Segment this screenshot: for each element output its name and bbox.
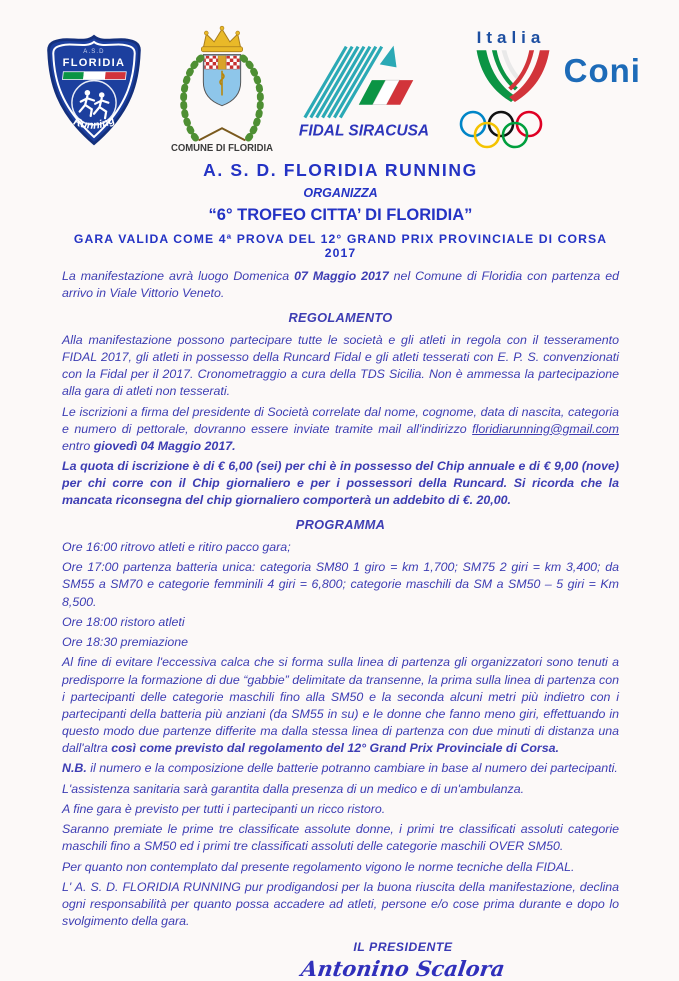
paragraph-medical: L'assistenza sanitaria sarà garantita dalla presenza di un medico e di un'ambulanza. [62,781,525,796]
floridia-running-logo [38,32,150,153]
crown-icon [202,26,243,52]
paragraph-regulation-2 [62,404,619,455]
organizes-label: ORGANIZZA [303,186,378,200]
schedule-item-1600: Ore 16:00 ritrovo atleti e ritiro pacco gara; [62,540,291,554]
president-label: IL PRESIDENTE [353,940,453,955]
schedule-item-1800: Ore 18:00 ristoro atleti [62,614,185,629]
document-body [62,268,619,930]
paragraph-refreshment: A fine gara è previsto per tutti i partecipanti un ricco ristoro. [62,801,386,816]
floridia-shield-icon [38,32,150,148]
regolamento-heading: REGOLAMENTO [288,310,393,326]
logos-row [38,24,641,152]
comune-floridia-logo [168,24,276,159]
fidal-caption: FIDAL SIRACUSA [298,122,429,140]
event-title: “6° TROFEO CITTA’ DI FLORIDIA” [208,206,473,224]
intro-text: La manifestazione avrà luogo Domenica [62,269,295,283]
header-block [62,160,619,260]
signature-block [283,940,523,981]
fidal-stripes-icon [295,34,433,146]
paragraph-awards: Saranno premiate le prime tre classificate assolute donne, i primi tre classificati assoluti categorie maschili fino a SM50 ed i primi tre classificati assoluti delle categorie maschili OVER SM50. [62,822,619,854]
badge-asd-text: A.S.D [83,48,105,55]
president-signature: Antonino Scalora [299,956,507,981]
fidal-siracusa-logo [295,34,433,151]
badge-flag-band-icon [62,72,126,80]
paragraph-disclaimer: L' A. S. D. FLORIDIA RUNNING pur prodigandosi per la buona riuscita della manifestazione, declina ogni responsabilità per quanto possa accadere ad atleti, persone e/o cose prima durante e dopo lo svolgimento della gara. [62,879,619,929]
badge-floridia-text: FLORIDIA [62,57,126,70]
paragraph-intro [62,268,619,302]
shield-icon [204,55,241,106]
cages-text: Al fine di evitare l'eccessiva calca che si forma sulla linea di partenza gli organizzatori sono tenuti a predisporre la formazione di due “gabbie” delimitate da transenne, la prima sulla linea di partenza con i partecipanti delle categorie maschili fino alla SM50 e la seconda alcuni metri più indietro con i partecipanti della batteria più anziani (da SM55 in su) e le donne che fanno meno giri, effettuando in questo modo due partenze differite ma dalla stessa linea di partenza con due minuti di distanza una dall'altra [62,655,619,755]
fidal-triangle-icon [379,46,396,68]
tricolor-ribbon-icon [467,49,559,107]
intro-text-end: nel Comune di Floridia con partenza ed arrivo in Viale Vittorio Veneto. [62,269,620,301]
registration-text: Le iscrizioni a firma del presidente di Società correlate dal nome, cognome, data di nascita, categoria e numero di pettorale, dovranno essere inviate tramite mail all'indirizzo [62,404,619,436]
organizer-title: A. S. D. FLORIDIA RUNNING [203,160,478,180]
paragraph-fidal-norms: Per quanto non contemplato dal presente regolamento vigono le norme tecniche della FIDAL. [62,859,575,874]
badge-running-text: Running [71,114,117,132]
coni-italia-text: Italia [476,28,546,47]
email-link[interactable]: floridiarunning@gmail.com [472,421,619,436]
event-date: 07 Maggio 2017 [294,269,389,283]
comune-crest-icon [168,24,276,154]
programma-heading: PROGRAMMA [295,517,386,533]
event-subtitle: GARA VALIDA COME 4ª PROVA DEL 12° GRAND PRIX PROVINCIALE DI CORSA 2017 [73,232,608,260]
nb-label: N.B. [62,761,87,776]
coni-logo [451,28,641,150]
nb-text: il numero e la composizione delle batterie potranno cambiare in base al numero dei partecipanti. [86,761,618,776]
fidal-flag-icon [358,80,413,105]
paragraph-regulation-1: Alla manifestazione possono partecipare tutte le società e gli atleti in regola con il tesseramento FIDAL 2017, gli atleti in possesso della Runcard Fidal e gli atleti tesserati con E. P. S. convenzionati con la Fidal per il 2017. Cronometraggio a cura della TDS Sicilia. Non è ammessa la partecipazione alla gara di atleti non tesserati. [62,332,619,399]
cages-rule-reference: così come previsto dal regolamento del 12° Grand Prix Provinciale di Corsa. [111,740,559,755]
paragraph-fees: La quota di iscrizione è di € 6,00 (sei) per chi è in possesso del Chip annuale e di € 9,00 (nove) per chi corre con il Chip giornaliero e per i possessori della Runcard. Si ricorda che la mancata riconsegna del chip giornaliero comporterà un addebito di €. 20,00. [62,459,619,508]
coni-wordmark: Coni [563,52,641,89]
comune-caption: COMUNE DI FLORIDIA [171,142,274,154]
schedule-item-1830: Ore 18:30 premiazione [62,635,189,650]
schedule-item-1700: Ore 17:00 partenza batteria unica: categoria SM80 1 giro = km 1,700; SM75 2 giri = km 3,400; da SM55 a SM70 e categorie femminili 4 giri = 6,800; categorie maschili da SM a SM50 – 5 giri = Km 8,500. [62,560,619,609]
paragraph-start-cages [62,654,619,757]
paragraph-nb [62,760,619,777]
olympic-rings-icon [457,110,561,150]
registration-text-mid: entro [62,438,94,453]
registration-deadline: giovedì 04 Maggio 2017. [93,438,236,453]
